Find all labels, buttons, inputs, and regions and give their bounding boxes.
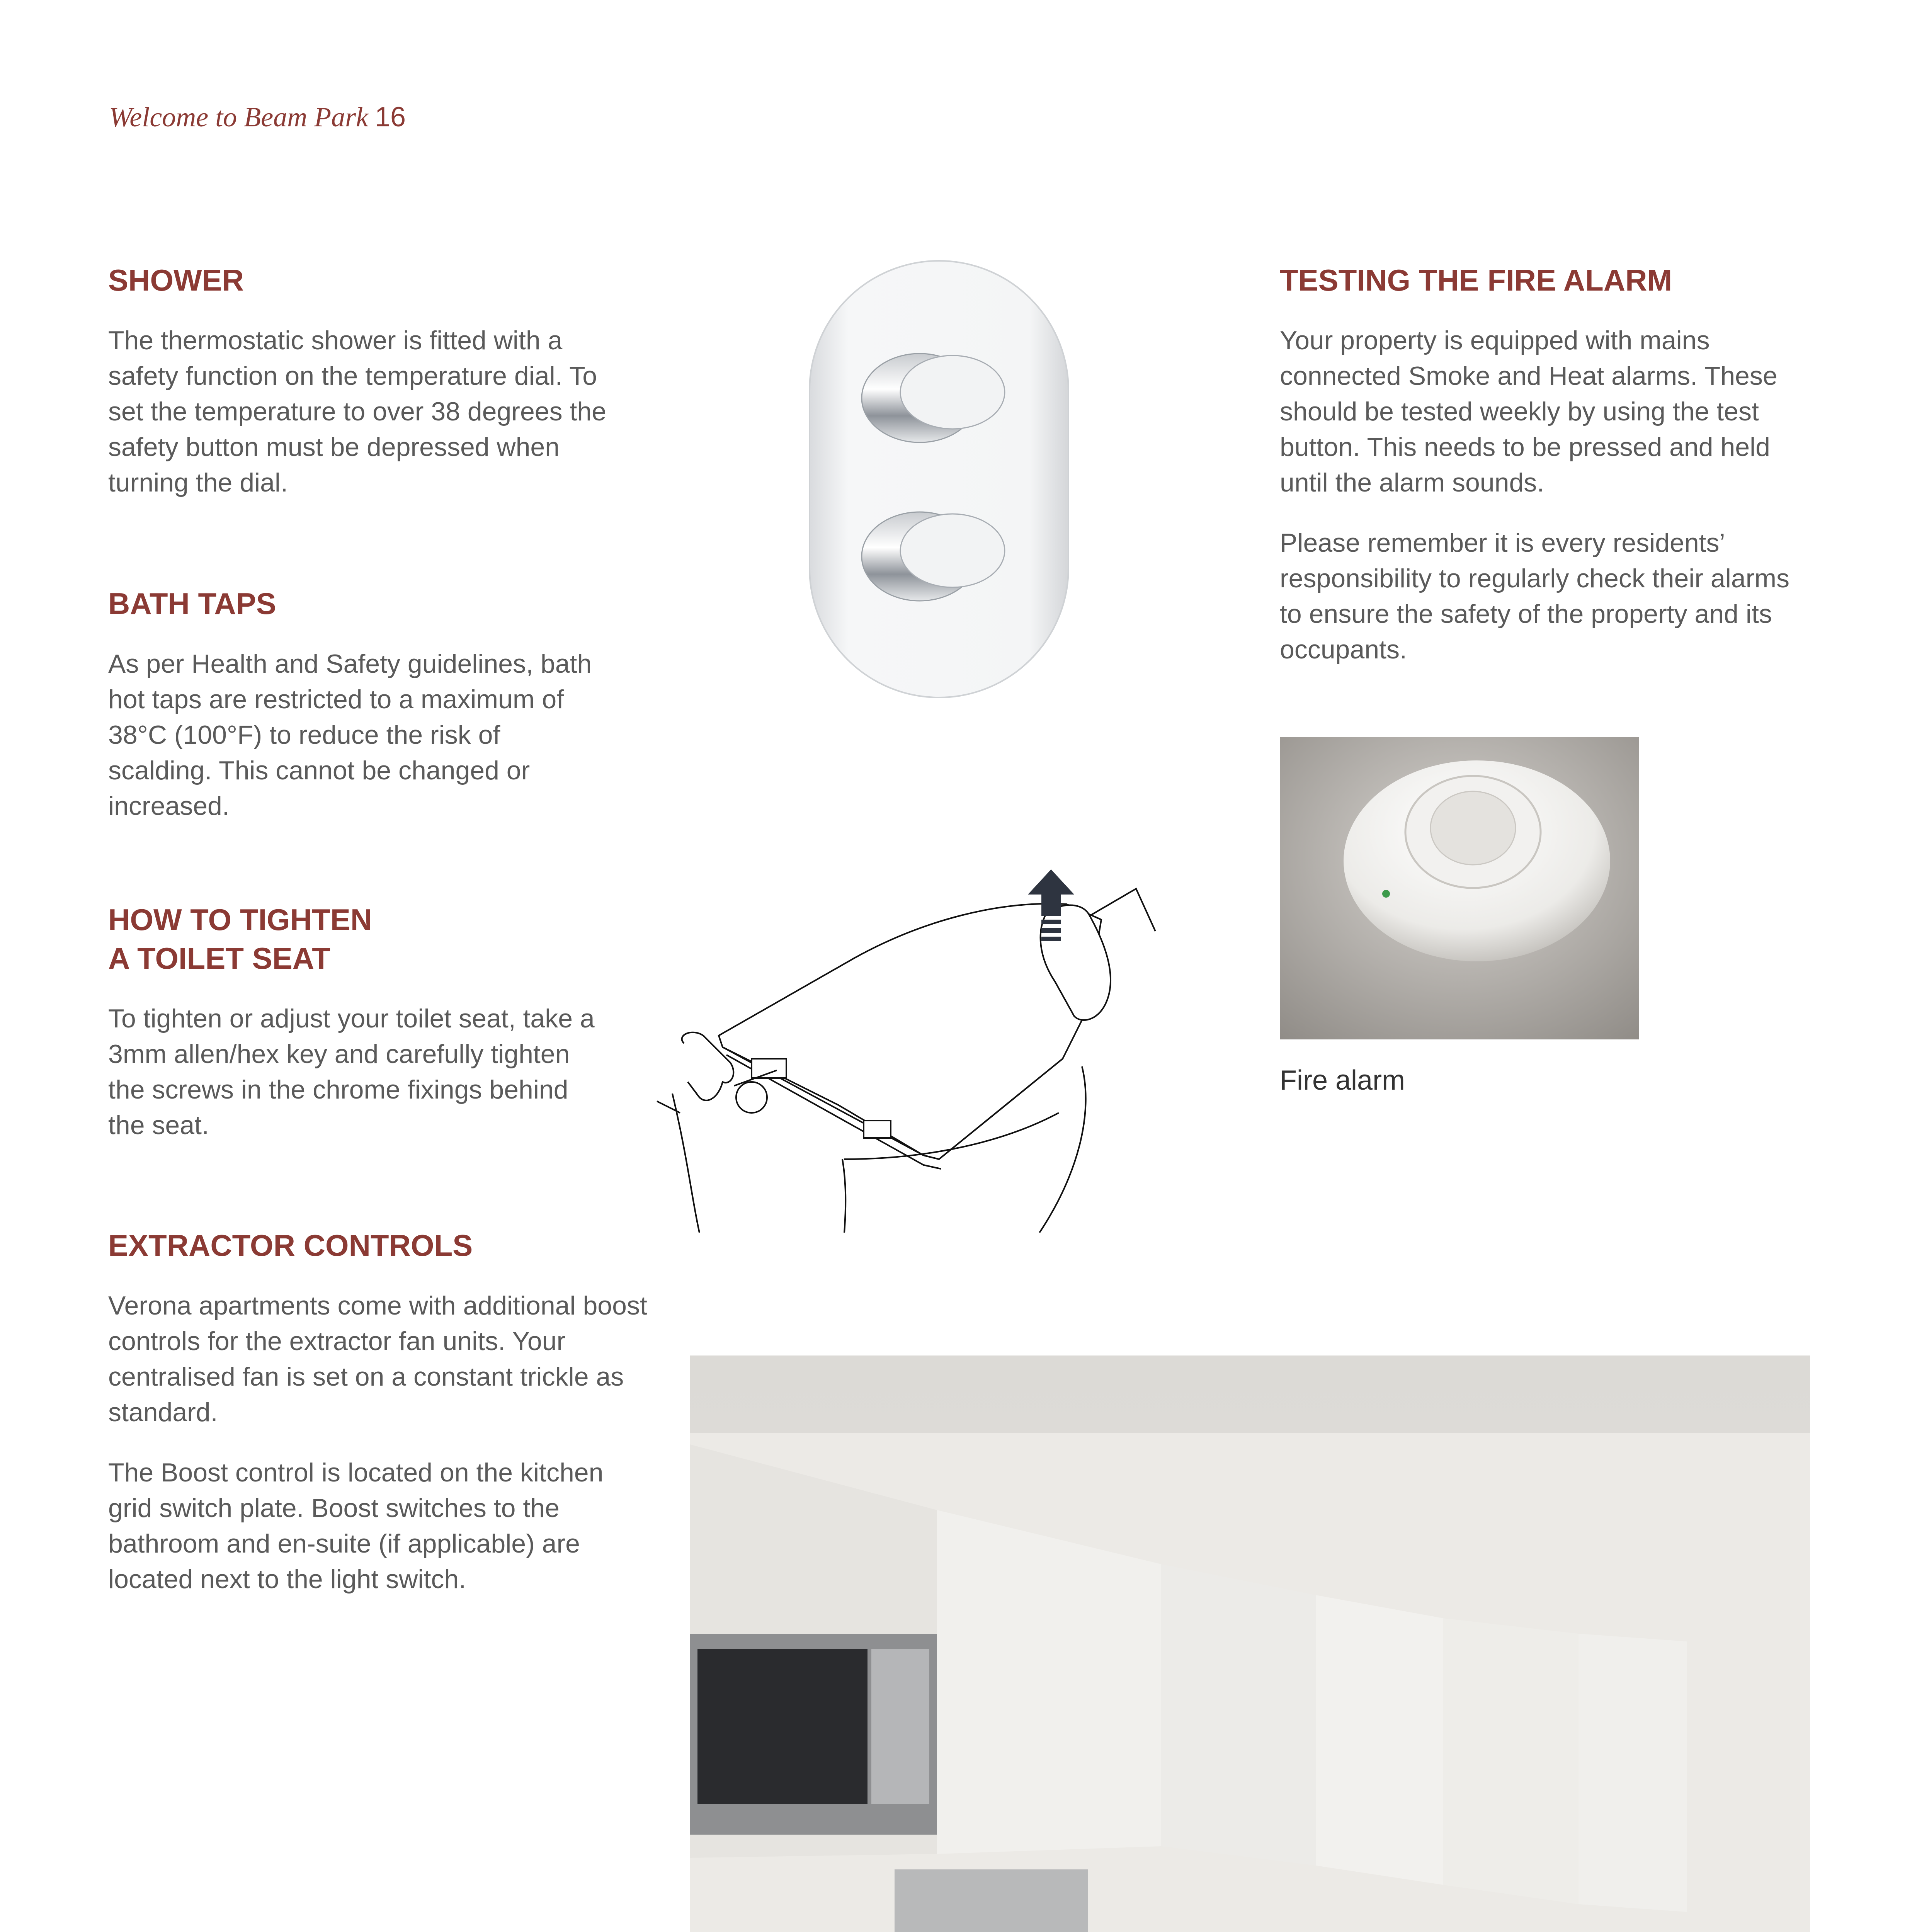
shower-body: The thermostatic shower is fitted with a safety function on the temperature dial. To set the temperature to over 38 degrees the safety button must be depressed when turning the dial. — [108, 326, 607, 497]
toilet-seat-heading-line1: HOW TO TIGHTEN — [108, 903, 373, 937]
shower-heading: SHOWER — [108, 263, 244, 297]
fire-alarm-photo — [1280, 737, 1639, 1039]
fire-alarm-body-2: Please remember it is every residents’ responsibility to regularly check their alarms to ensure the safety of the property and its occupants. — [1280, 528, 1789, 664]
toilet-seat-body: To tighten or adjust your toilet seat, take a 3mm allen/hex key and carefully tighten the screws in the chrome fixings behind the seat. — [108, 1004, 595, 1140]
bath-taps-heading: BATH TAPS — [108, 587, 276, 621]
toilet-seat-illustration — [653, 866, 1171, 1233]
extractor-body-1: Verona apartments come with additional boost controls for the extractor fan units. Your centralised fan is set on a constant trickle as standard. — [108, 1291, 647, 1427]
extractor-section — [108, 1226, 657, 1597]
shower-control-image — [804, 255, 1074, 703]
fire-alarm-caption: Fire alarm — [1280, 1065, 1405, 1096]
toilet-seat-heading-line2: A TOILET SEAT — [108, 941, 330, 975]
shower-section — [108, 261, 657, 500]
running-title: Welcome to Beam Park — [109, 102, 369, 133]
extractor-body-2: The Boost control is located on the kitchen grid switch plate. Boost switches to the bathroom and en-suite (if applicable) are located next to the light switch. — [108, 1458, 604, 1594]
fire-alarm-section — [1280, 261, 1829, 667]
fire-alarm-heading: TESTING THE FIRE ALARM — [1280, 263, 1672, 297]
extractor-heading: EXTRACTOR CONTROLS — [108, 1228, 473, 1262]
fire-alarm-body-1: Your property is equipped with mains connected Smoke and Heat alarms. These should be tested weekly by using the test button. This needs to be pressed and held until the alarm sounds. — [1280, 326, 1778, 497]
kitchen-illustration — [690, 1355, 1810, 1932]
page-number: 16 — [375, 102, 406, 133]
bath-taps-section — [108, 584, 657, 824]
kitchen-photo — [690, 1355, 1810, 1932]
toilet-seat-section — [108, 900, 657, 1143]
bath-taps-body: As per Health and Safety guidelines, bath hot taps are restricted to a maximum of 38°C (100°F) to reduce the risk of scalding. This cannot be changed or increased. — [108, 649, 592, 821]
